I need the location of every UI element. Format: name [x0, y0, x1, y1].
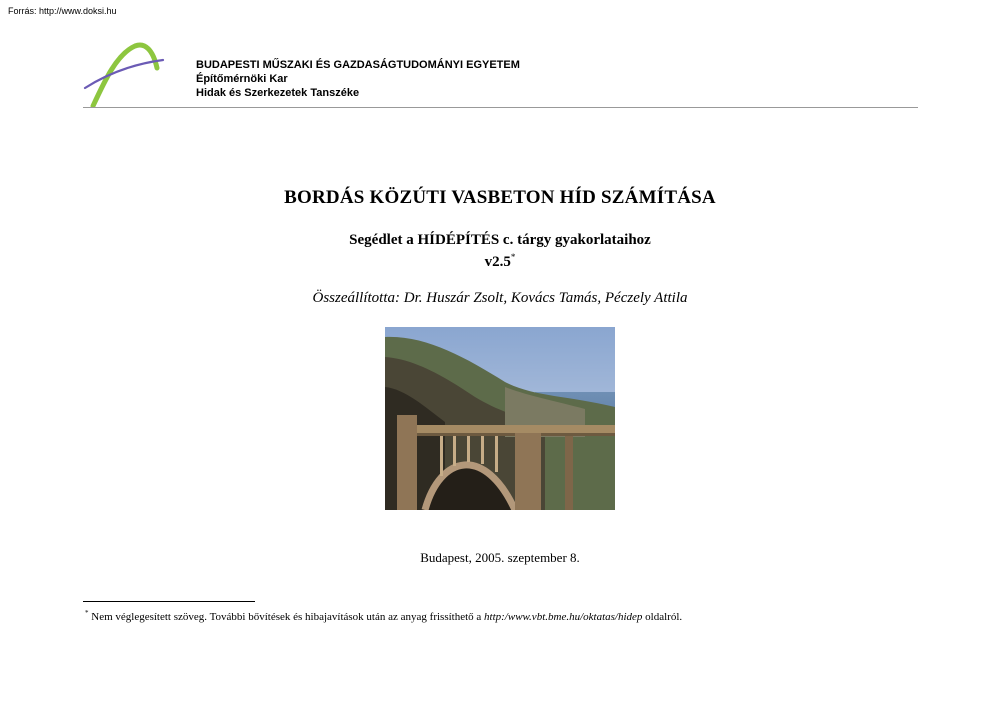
version-number: v2.5 — [484, 254, 511, 270]
footnote-url[interactable]: http:/www.vbt.bme.hu/oktatas/hidep — [484, 611, 643, 623]
university-logo — [83, 40, 165, 108]
authors-line: Összeállította: Dr. Huszár Zsolt, Kovács Tamás, Péczely Attila — [312, 290, 688, 306]
place-date: Budapest, 2005. szeptember 8. — [420, 550, 580, 565]
footnote-rule — [83, 601, 255, 602]
bridge-photo — [385, 327, 615, 510]
university-name: BUDAPESTI MŰSZAKI ÉS GAZDASÁGTUDOMÁNYI EGYETEM — [196, 59, 520, 71]
footnote-marker: * — [510, 252, 516, 262]
faculty-name: Építőmérnöki Kar — [196, 73, 288, 85]
document-subtitle: Segédlet a HÍDÉPÍTÉS c. tárgy gyakorlataihoz — [349, 232, 651, 248]
footnote-mark: * — [85, 609, 89, 617]
footnote-suffix: oldalról. — [642, 611, 683, 623]
version-line — [0, 252, 1000, 271]
department-name: Hidak és Szerkezetek Tanszéke — [196, 87, 360, 99]
footnote-text: Nem véglegesített szöveg. További bővítések és hibajavítások után az anyag frissíthető a — [88, 611, 485, 623]
footnote — [85, 609, 682, 623]
header-rule — [83, 107, 918, 108]
source-note: Forrás: http://www.doksi.hu — [8, 6, 117, 16]
institution-header — [196, 58, 520, 100]
document-title: BORDÁS KÖZÚTI VASBETON HÍD SZÁMÍTÁSA — [284, 187, 716, 208]
